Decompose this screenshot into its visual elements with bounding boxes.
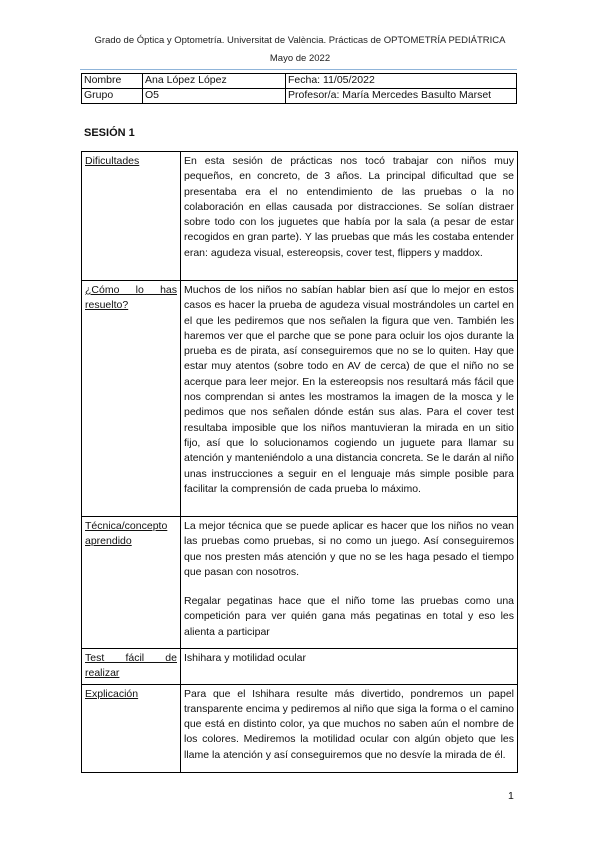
how-solved-label: ¿Cómo lo has resuelto? [82,281,181,517]
teacher-value: Profesor/a: María Mercedes Basulto Marset [286,89,517,104]
row-technique [82,517,518,649]
row-how-solved [82,281,518,517]
easy-test-para: Ishihara y motilidad ocular [184,652,306,664]
session-table [81,151,518,773]
document-header-title: Grado de Óptica y Optometría. Universitat de València. Prácticas de OPTOMETRÍA PEDIÁTRICA [94,35,506,46]
technique-para-1: La mejor técnica que se puede aplicar es hacer que los niños no vean las pruebas como pruebas, si no como un juego. Así conseguiremos que nos presten más atención y que no se les haga pesado el tiempo que pasan con nosotros. [184,520,514,578]
student-info-table [81,73,517,104]
name-label: Nombre [82,74,143,89]
difficulties-para: En esta sesión de prácticas nos tocó trabajar con niños muy pequeños, en concreto, de 3 años. La principal dificultad que se presentaba era el no entendimiento de las pruebas o la no colaboración en ellas causada por distracciones. Se solían distraer sobre todo con los juguetes que había por la sala (a pesar de estar recogidos en gran parte). Y las pruebas que más les costaba entender eran: agudeza visual, estereopsis, cover test, flippers y maddox. [184,155,514,259]
difficulties-text [181,152,518,281]
how-solved-text [181,281,518,517]
explanation-text [181,684,518,772]
explanation-label: Explicación [82,684,181,772]
row-easy-test [82,649,518,685]
row-explanation [82,684,518,772]
page-number: 1 [508,790,514,802]
row-difficulties [82,152,518,281]
document-header-date: Mayo de 2022 [269,53,331,64]
easy-test-label: Test fácil de realizar [82,649,181,685]
group-value: O5 [143,89,286,104]
header-divider [80,69,517,70]
group-label: Grupo [82,89,143,104]
technique-para-2: Regalar pegatinas hace que el niño tome las pruebas como una competición para ver quién gana más pegatinas en total y eso les alienta a participar [184,595,514,638]
how-solved-para: Muchos de los niños no sabían hablar bien así que lo mejor en estos casos es hacer la prueba de agudeza visual mostrándoles un cartel en el que les pediremos que nos señalen la figura que ven. También les haremos ver que el parche que se pone para ocluir los ojos durante la prueba es de pirata, así conseguiremos que no se lo quiten. Hay que estar muy atentos (sobre todo en AV de cerca) de que el niño no se acerque para leer mejor. En la estereopsis nos resultará más fácil que nos comprendan si antes les mostramos la imagen de la mosca y le pedimos que nos señalen dónde están sus alas. Para el cover test resultaba imposible que los niños mantuvieran la mirada en un sitio fijo, así que lo solucionamos cogiendo un juguete para llamar su atención y manteniéndolo a una distancia concreta. Se le darán al niño unas instrucciones a seguir en el lenguaje más simple posible para facilitar la comprensión de cada prueba lo máximo. [184,284,514,495]
info-row-name [82,74,517,89]
name-value: Ana López López [143,74,286,89]
date-value: Fecha: 11/05/2022 [286,74,517,89]
difficulties-label: Dificultades [82,152,181,281]
explanation-para: Para que el Ishihara resulte más divertido, pondremos un papel transparente encima y pediremos al niño que siga la forma o el camino que está en distinto color, ya que muchos no saben aún el nombre de los colores. Mediremos la motilidad ocular con algún objeto que les llame la atención y así conseguiremos que no desvíe la mirada de él. [184,687,514,761]
easy-test-text [181,649,518,685]
info-row-group [82,89,517,104]
technique-label: Técnica/concepto aprendido [82,517,181,649]
technique-text [181,517,518,649]
session-title: SESIÓN 1 [84,127,135,139]
